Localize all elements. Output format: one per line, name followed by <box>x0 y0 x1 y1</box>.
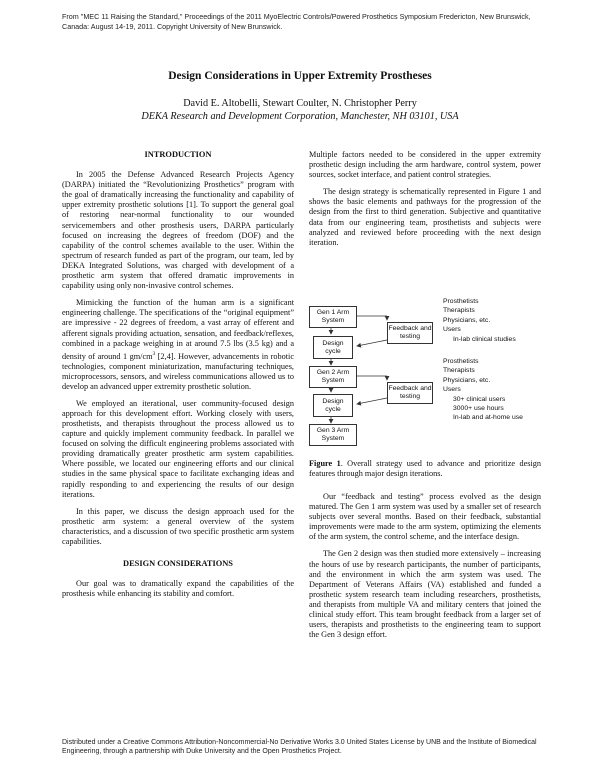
design-considerations-heading: DESIGN CONSIDERATIONS <box>123 559 233 569</box>
arrow-feedback1-design <box>357 340 387 346</box>
left-column <box>62 150 294 606</box>
footer-license-note: Distributed under a Creative Commons Attribution-Noncommercial-No Derivative Works 3.0 United States License by UNB and the Institute of Biomedical Engineering, through a partnership with Duke University and the Open Prosthetics Project. <box>62 739 537 755</box>
feedback-testing-box-1: Feedback and testing <box>387 322 433 344</box>
arrow-feedback2-design <box>357 398 387 404</box>
superscript-3: 3 <box>152 350 156 357</box>
list1-item: Prosthetists <box>443 298 479 305</box>
intro-paragraph-2 <box>62 298 294 392</box>
right-column-top <box>309 150 541 255</box>
p2-part-a: Mimicking the function of the human arm is a significant engineering challenge. The specifications of the “original equipment” are impressive - 22 degrees of freedom, a vast array of efferent and afferent signals providing actuation, sensation, and feedback/reflexes, combined in a package weighing in at around 7.5 lbs (3.5 kg) and a density of around 1 gm/cm <box>62 298 294 361</box>
stakeholder-list-1 <box>443 297 516 344</box>
right-paragraph-4: The Gen 2 design was then studied more extensively – increasing the hours of use by research participants, the number of participants, and the environment in which the arm system was used. The Department of Veterans Affairs (VA) established and funded a prosthetic system research team including researchers, prosthetists, and therapists from multiple VA and military centers that joined the clinical study effort. This team brought feedback from a larger set of users, therapists and prosthetists to the engineering team to support the Gen 3 design effort. <box>309 549 541 640</box>
gen3-arm-system-box: Gen 3 Arm System <box>309 424 357 446</box>
list1-item: Therapists <box>443 307 475 315</box>
list2-item: 3000+ use hours <box>453 405 504 413</box>
design-cycle-box-2: Design cycle <box>313 394 353 417</box>
caption-text: . Overall strategy used to advance and prioritize design features through major design iterations. <box>309 459 541 479</box>
list2-item: Prosthetists <box>443 358 479 365</box>
caption-label: Figure 1 <box>309 459 341 468</box>
figure-1-diagram <box>309 300 541 450</box>
list1-item: Users <box>443 326 461 334</box>
list2-item: Users <box>443 386 461 394</box>
gen1-arm-system-box: Gen 1 Arm System <box>309 306 357 328</box>
intro-paragraph-1: In 2005 the Defense Advanced Research Projects Agency (DARPA) initiated the “Revolutionizing Prosthetics” program with the goal of dramatically increasing the functionality and capability of upper extremity prosthetic solutions [1]. To support the general goal of restoring near-normal functionality to our wounded servicemembers and other prosthesis users, DARPA particularly focused on increasing the degrees of freedom (DOF) and the capability of the control schemes available to the user. Within the spectrum of research funded as part of the program, our team, led by DEKA Integrated Solutions, was charged with development of a prosthetic arm system that offered dramatic improvements in capability using only non-invasive control schemes. <box>62 170 294 291</box>
design-paragraph-1: Our goal was to dramatically expand the capabilities of the prosthesis while enhancing its stability and comfort. <box>62 579 294 599</box>
gen2-arm-system-box: Gen 2 Arm System <box>309 366 357 388</box>
design-cycle-box-1: Design cycle <box>313 336 353 359</box>
list2-item: In-lab and at-home use <box>453 414 523 422</box>
list2-item: Physicians, etc. <box>443 376 491 384</box>
feedback-testing-box-2: Feedback and testing <box>387 382 433 404</box>
authors: David E. Altobelli, Stewart Coulter, N. Christopher Perry <box>183 98 417 109</box>
affiliation: DEKA Research and Development Corporation, Manchester, NH 03101, USA <box>141 111 459 122</box>
figure-1-caption <box>309 459 541 479</box>
right-paragraph-3: Our “feedback and testing” process evolved as the design matured. The Gen 1 arm system was used by a smaller set of research subjects over several months. Based on their feedback, substantial improvements were made to the arm system, optimizing the elements of the arm system, the control scheme, and the interface design. <box>309 492 541 542</box>
intro-paragraph-3: We employed an iterational, user community-focused design approach for this development effort. Working closely with users, prosthetists, and therapists throughout the process allowed us to capture and quickly implement community feedback. In parallel we focused on solving the difficult engineering problems associated with providing dramatically greater prosthetic arm system capabilities. Where possible, we located our engineering efforts and our clinical studies in the same physical space to facilitate exchanging ideas and rapidly responding to and experiencing the results of our design iterations. <box>62 398 294 499</box>
header-note: From "MEC 11 Raising the Standard," Proceedings of the 2011 MyoElectric Controls/Powered Prosthetics Symposium Fredericton, New Brunswick, Canada: August 14-19, 2011. Copyright University of New Brunswick. <box>62 12 531 31</box>
right-paragraph-2: The design strategy is schematically represented in Figure 1 and shows the basic elements and pathways for the progression of the design from the first to third generation. Subjective and quantitative data from our engineering team, prosthetists and subjects were analyzed and reviewed before proceeding with the next design iteration. <box>309 187 541 247</box>
paper-title: Design Considerations in Upper Extremity Prostheses <box>168 70 432 82</box>
introduction-heading: INTRODUCTION <box>144 150 212 159</box>
list2-item: Therapists <box>443 367 475 375</box>
list2-item: 30+ clinical users <box>453 395 506 403</box>
right-column-bottom <box>309 492 541 647</box>
right-paragraph-1: Multiple factors needed to be considered in the upper extremity prosthetic design including the arm hardware, control system, power sources, socket interface, and patient control strategies. <box>309 150 541 180</box>
list1-item: Physicians, etc. <box>443 316 491 324</box>
list1-item: In-lab clinical studies <box>453 335 516 343</box>
p2-part-b: [2,4]. However, advancements in robotic technologies, component miniaturization, manufacturing techniques, microprocessors, sensors, and wireless communications allowed us to develop an advanced upper extremity prosthetic solution. <box>62 351 295 391</box>
intro-paragraph-4: In this paper, we discuss the design approach used for the prosthetic arm system: a general overview of the system characteristics, and a discussion of two specific prosthetic arm system capabilities. <box>62 506 294 547</box>
stakeholder-list-2 <box>443 357 523 423</box>
